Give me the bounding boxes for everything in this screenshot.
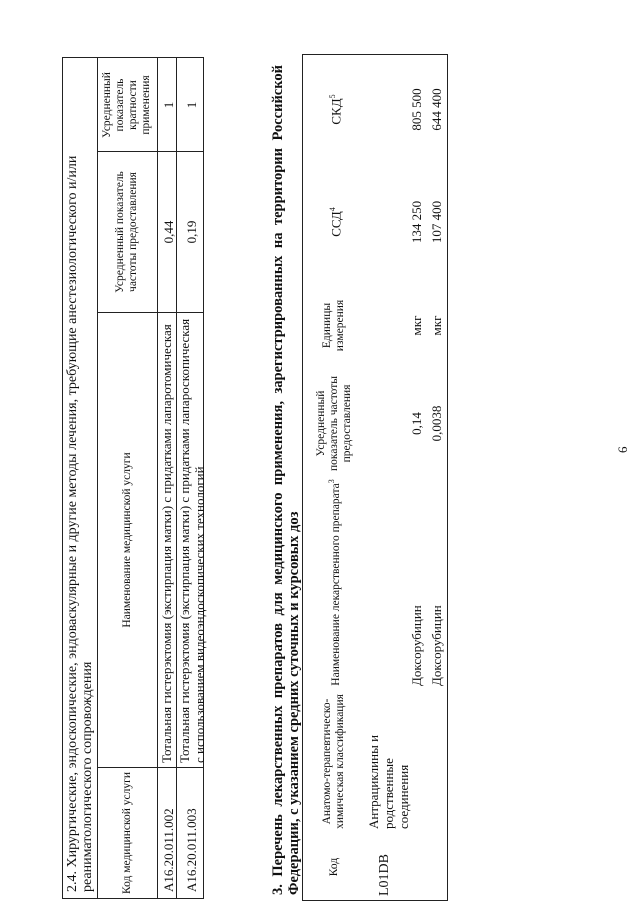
- table-row-code: A16.20.011.002: [161, 808, 176, 892]
- header-atc: Анатомо-терапевтическо-химическая классификация: [321, 694, 346, 829]
- header-service-name: Наименование медицинской услуги: [120, 452, 133, 628]
- drugs-table: [302, 54, 448, 901]
- header-multiplicity: Усредненный показатель кратности применения: [101, 72, 152, 138]
- table-row-skd: 805 500: [409, 88, 424, 131]
- section-2-4-title: 2.4. Хирургические, эндоскопические, эндоваскулярные и другие методы лечения, требующие анестезиологического и/или реаниматологического сопровождения: [65, 155, 95, 892]
- header-service-code: Код медицинской услуги: [120, 771, 133, 895]
- table-row-multiplicity: 1: [161, 101, 176, 109]
- table-row-skd: 644 400: [429, 88, 444, 131]
- table-row-frequency: 0,0038: [429, 405, 444, 442]
- table-row-code: A16.20.011.003: [184, 808, 199, 892]
- header-drug-name: Наименование лекарственного препарата$^3$: [327, 479, 342, 686]
- table-row-ssd: 107 400: [429, 200, 444, 244]
- table-row-units: мкг: [429, 315, 444, 336]
- header-frequency: Усредненный показатель частоты предоставления: [314, 376, 353, 471]
- page-number: 6: [615, 446, 630, 453]
- group-code: L01DB: [377, 854, 392, 896]
- table-row-frequency: 0,19: [184, 220, 199, 244]
- group-atc: Антрациклины и родственные соединения: [366, 734, 411, 829]
- table-row-frequency: 0,14: [409, 412, 424, 435]
- header-units: Единицы измерения: [321, 299, 346, 352]
- header-skd: СКД$^5$: [327, 94, 344, 125]
- table-row-frequency: 0,44: [161, 220, 176, 244]
- table-row-ssd: 134 250: [409, 200, 424, 244]
- section-3-title: 3. Перечень лекарственных препаратов для медицинского применения, зарегистрированных на территории Российской Федерации, с указанием средних суточных и курсовых доз: [270, 65, 302, 895]
- table-row-drug: Доксорубицин: [429, 605, 444, 686]
- table-row-drug: Доксорубицин: [409, 605, 424, 686]
- table-row-name: Тотальная гистерэктомия (экстирпация матки) с придатками лапароскопическая с использованием видеоэндоскопических технологий: [177, 318, 207, 763]
- services-table: [62, 57, 207, 899]
- table-row-name: Тотальная гистерэктомия (экстирпация матки) с придатками лапаротомическая: [159, 324, 174, 763]
- table-row-multiplicity: 1: [184, 101, 199, 109]
- table-row-units: мкг: [409, 315, 424, 336]
- header-frequency: Усредненный показатель частоты предоставления: [114, 171, 139, 293]
- header-code: Код: [327, 857, 340, 877]
- row-divider: [157, 58, 158, 898]
- header-ssd: ССД$^4$: [327, 207, 344, 237]
